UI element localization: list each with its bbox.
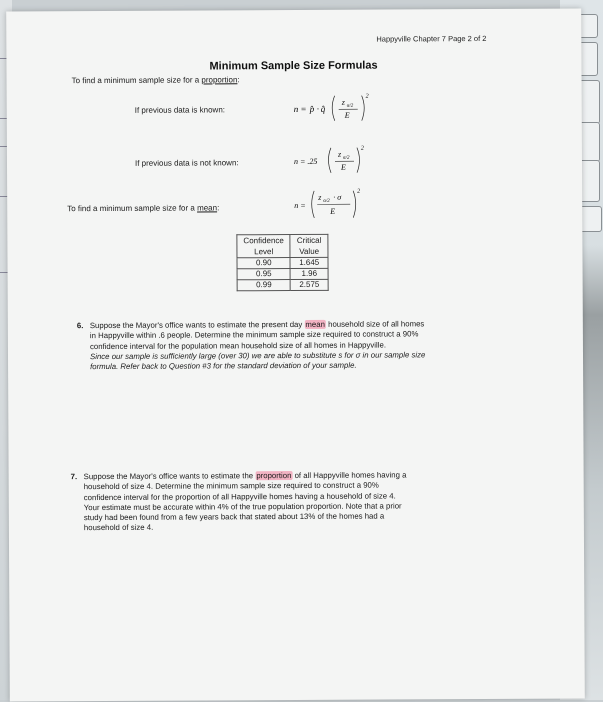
question-text: Suppose the Mayor's office wants to estimate the present day [90, 320, 305, 330]
mean-intro-colon: : [217, 203, 219, 212]
formula-lhs: n = [294, 201, 305, 210]
formula-p-hat: p̂ [309, 104, 315, 114]
formula-z-subscript: α/2 [347, 104, 354, 109]
formula-power: 2 [357, 189, 360, 195]
formula-e: E [340, 163, 346, 172]
formula-unknown [294, 142, 384, 178]
proportion-intro-colon: : [237, 75, 239, 84]
table-row [237, 257, 328, 268]
formula-z-subscript: α/2 [343, 156, 350, 161]
question-line: in Happyville within .6 people. Determine the minimum sample size required to construct a 90% [90, 330, 425, 342]
formula-mean [294, 186, 384, 222]
question-line: confidence interval for the population mean household size of all homes in Happyville. [90, 340, 425, 352]
question-7 [84, 470, 407, 533]
formula-q-hat: q̂ [321, 104, 326, 114]
question-text: Suppose the Mayor's office wants to estimate the [84, 471, 256, 481]
table-header-critical [290, 234, 328, 257]
table-cell: 1.645 [290, 257, 328, 268]
table-cell: 0.99 [237, 280, 291, 291]
header-line: Confidence [243, 236, 284, 245]
formula-power: 2 [361, 146, 364, 152]
question-line: study had been found from a few years back that stated about 13% of the homes had a [84, 512, 407, 524]
formula-lhs: n = [294, 104, 307, 114]
table-cell: 0.90 [237, 258, 291, 269]
header-line: Value [299, 247, 319, 256]
page-header: Happyville Chapter 7 Page 2 of 2 [376, 34, 486, 44]
question-6 [90, 319, 426, 372]
table-header-confidence [237, 235, 291, 258]
table-row [237, 279, 328, 290]
table-row [237, 268, 328, 279]
page-title: Minimum Sample Size Formulas [209, 60, 377, 73]
formula-z-subscript: α/2 [323, 199, 330, 204]
proportion-intro-text: To find a minimum sample size for a [72, 75, 202, 85]
known-data-label: If previous data is known: [135, 105, 225, 114]
formula-e: E [344, 111, 350, 120]
formula-z: z [317, 193, 322, 202]
question-number: 7. [71, 472, 78, 482]
formula-z: z [341, 98, 346, 107]
proportion-intro [72, 75, 240, 85]
question-note: Since our sample is sufficiently large (over 30) we are able to substitute s for σ in our sample size [90, 350, 425, 362]
highlighted-keyword: proportion [255, 471, 292, 480]
worksheet-page [6, 8, 585, 701]
question-note: formula. Refer back to Question #3 for the standard deviation of your sample. [90, 361, 425, 373]
question-text: of all Happyville homes having a [292, 470, 406, 480]
formula-known [294, 90, 384, 126]
question-line: household of size 4. Determine the minimum sample size required to construct a 90% [84, 481, 407, 493]
formula-dot: · [317, 104, 319, 114]
proportion-keyword: proportion [201, 75, 237, 84]
highlighted-keyword: mean [304, 320, 326, 329]
formula-lhs: n = .25 [294, 157, 317, 166]
critical-value-table [236, 234, 328, 291]
question-line: household of size 4. [84, 522, 407, 534]
table-cell: 1.96 [291, 268, 329, 279]
mean-intro-text: To find a minimum sample size for a [67, 204, 197, 214]
formula-e: E [329, 207, 335, 216]
unknown-data-label: If previous data is not known: [135, 158, 239, 168]
formula-sigma: · σ [333, 193, 342, 202]
question-text: household size of all homes [326, 319, 424, 329]
mean-keyword: mean [197, 203, 217, 212]
header-line: Critical [297, 236, 321, 245]
mean-intro [67, 203, 219, 213]
table-cell: 2.575 [291, 279, 329, 290]
question-line: Your estimate must be accurate within 4% of the true population proportion. Note that a prior [84, 501, 407, 513]
header-line: Level [254, 247, 273, 256]
question-number: 6. [77, 321, 84, 331]
table-header-row [237, 234, 328, 257]
formula-power: 2 [366, 94, 369, 100]
table-cell: 0.95 [237, 269, 291, 280]
formula-z: z [337, 150, 342, 159]
question-line: confidence interval for the proportion of all Happyville homes having a household of size 4. [84, 491, 407, 503]
